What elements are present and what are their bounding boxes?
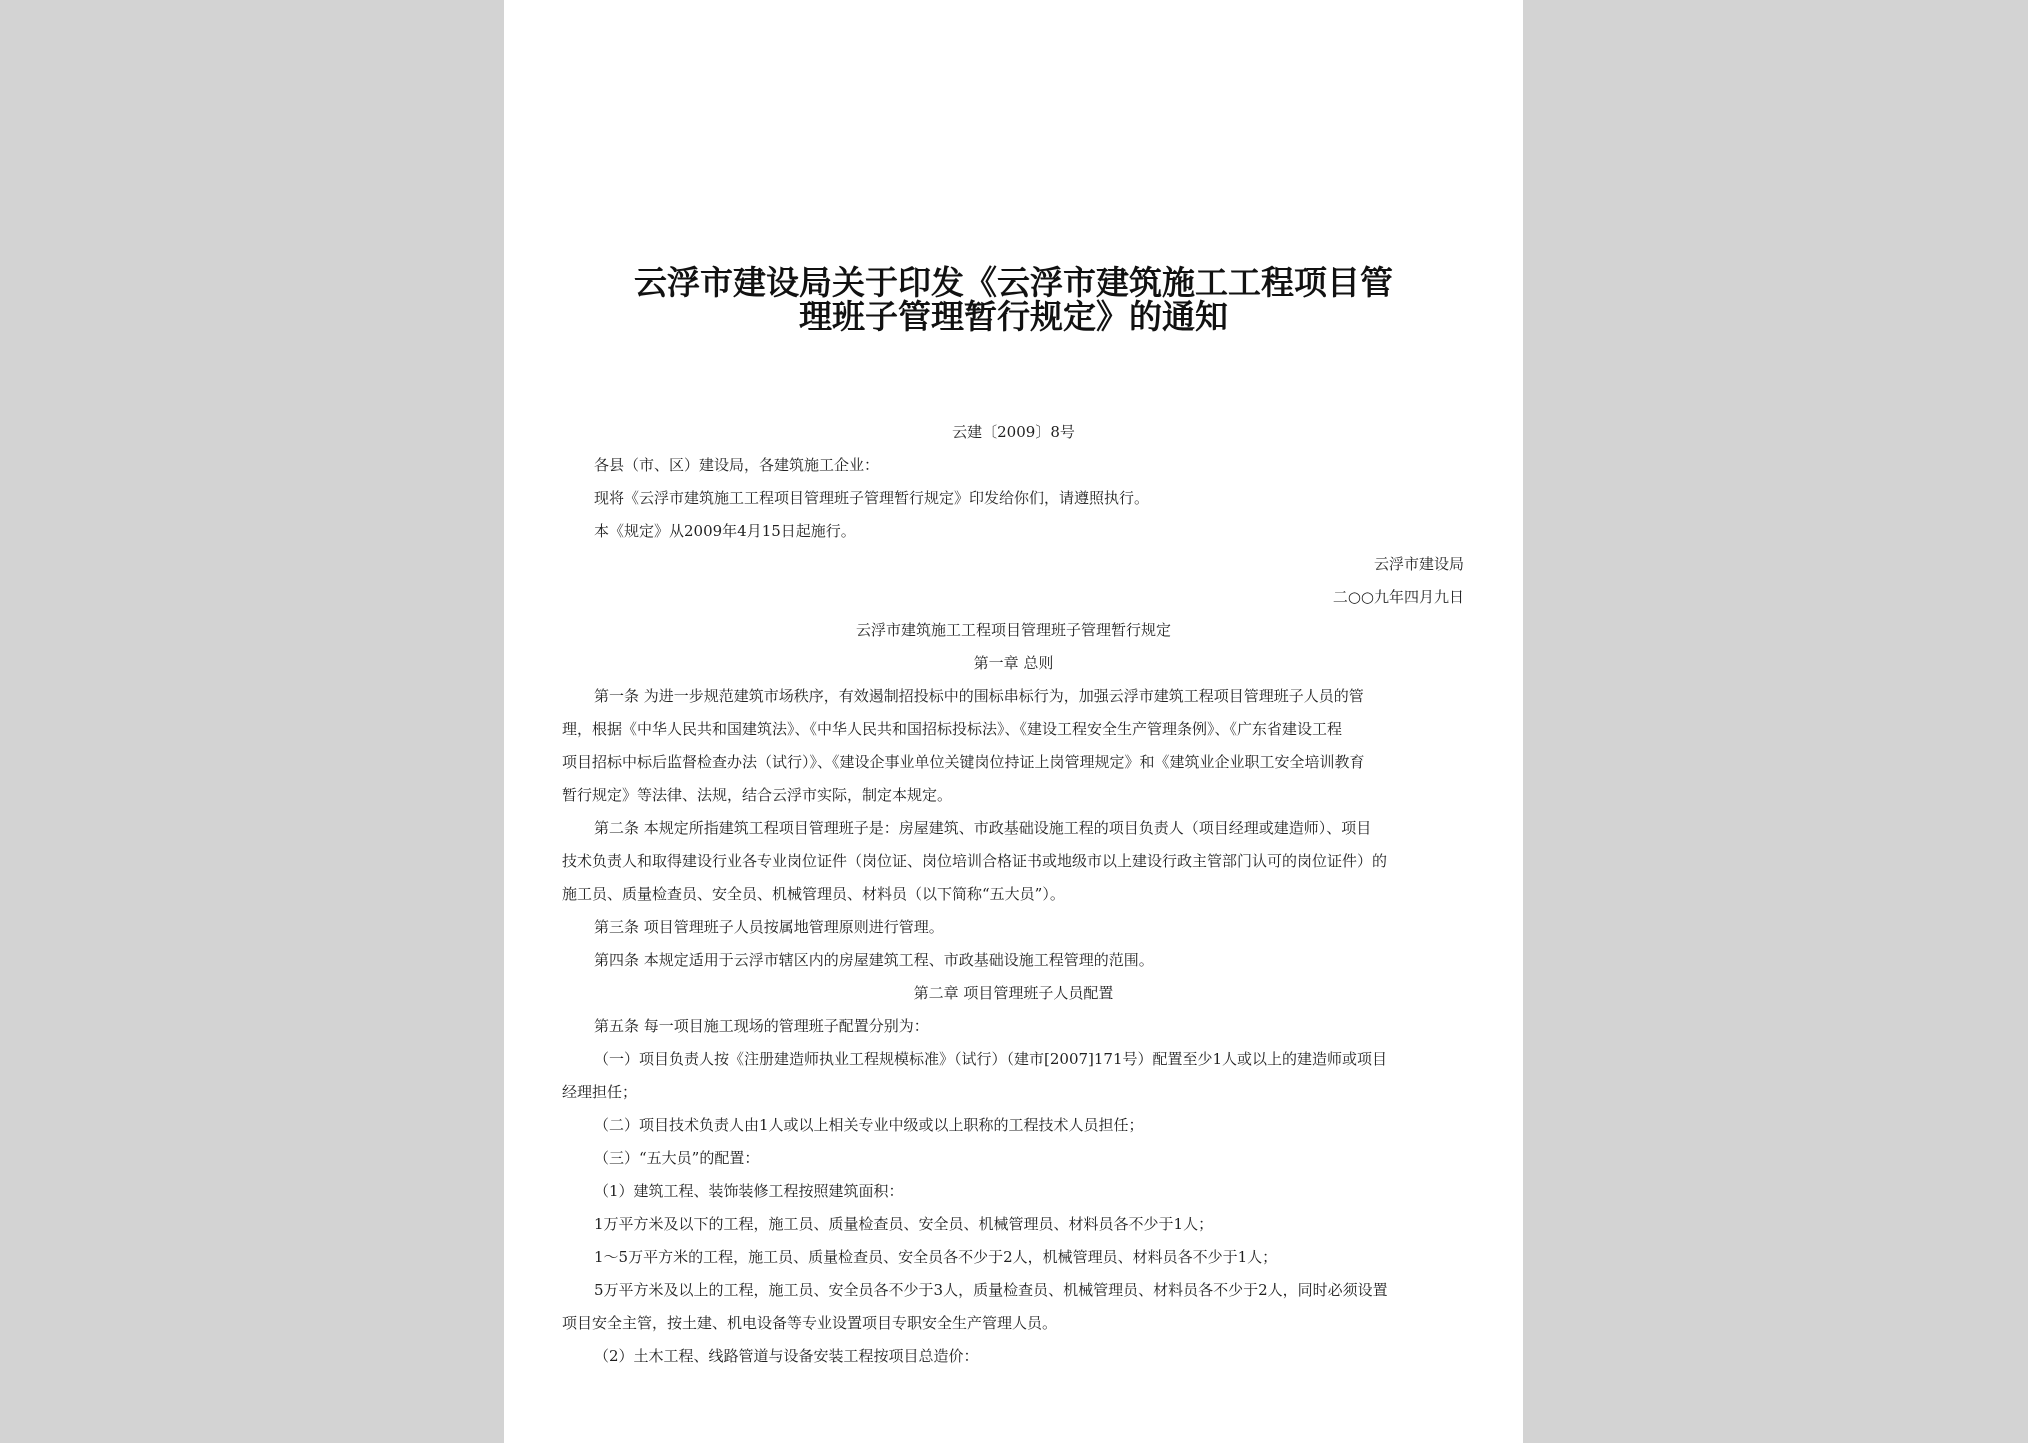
article-1-line: 暂行规定》等法律、法规，结合云浮市实际，制定本规定。 [562, 786, 953, 804]
item-3: （三）“五大员”的配置： [594, 1149, 760, 1167]
sub-item-1-b: 1～5万平方米的工程，施工员、质量检查员、安全员各不少于2人，机械管理员、材料员各不少于1人； [594, 1248, 1278, 1266]
article-1-line: 项目招标中标后监督检查办法（试行）》、《建设企事业单位关键岗位持证上岗管理规定》和《建筑业企业职工安全培训教育 [562, 753, 1365, 771]
article-4: 第四条 本规定适用于云浮市辖区内的房屋建筑工程、市政基础设施工程管理的范围。 [594, 951, 1154, 969]
issue-date: 二○○九年四月九日 [1332, 588, 1464, 606]
article-3: 第三条 项目管理班子人员按属地管理原则进行管理。 [594, 918, 944, 936]
sub-item-1-c-line: 5万平方米及以上的工程，施工员、安全员各不少于3人，质量检查员、机械管理员、材料员各不少于2人，同时必须设置 [594, 1281, 1388, 1299]
item-2: （二）项目技术负责人由1人或以上相关专业中级或以上职称的工程技术人员担任； [594, 1116, 1144, 1134]
salutation: 各县（市、区）建设局，各建筑施工企业： [594, 456, 880, 474]
article-2-line: 技术负责人和取得建设行业各专业岗位证件（岗位证、岗位培训合格证书或地级市以上建设行政主管部门认可的岗位证件）的 [562, 852, 1388, 870]
article-5: 第五条 每一项目施工现场的管理班子配置分别为： [594, 1017, 929, 1035]
article-2-line: 第二条 本规定所指建筑工程项目管理班子是：房屋建筑、市政基础设施工程的项目负责人（项目经理或建造师）、项目 [594, 819, 1372, 837]
sub-item-1: （1）建筑工程、装饰装修工程按照建筑面积： [594, 1182, 904, 1200]
sub-item-1-a: 1万平方米及以下的工程，施工员、质量检查员、安全员、机械管理员、材料员各不少于1人； [594, 1215, 1214, 1233]
document-page [504, 0, 1523, 1443]
intro-paragraph-1: 现将《云浮市建筑施工工程项目管理班子管理暂行规定》印发给你们，请遵照执行。 [594, 489, 1150, 507]
document-title-line-1: 云浮市建设局关于印发《云浮市建筑施工工程项目管 [634, 263, 1393, 302]
chapter-1-heading: 第一章 总则 [973, 654, 1054, 672]
sub-item-2: （2）土木工程、线路管道与设备安装工程按项目总造价： [594, 1347, 979, 1365]
article-1-line: 理，根据《中华人民共和国建筑法》、《中华人民共和国招标投标法》、《建设工程安全生产管理条例》、《广东省建设工程 [562, 720, 1343, 738]
sub-item-1-c-line: 项目安全主管，按土建、机电设备等专业设置项目专职安全生产管理人员。 [562, 1314, 1058, 1332]
article-2-line: 施工员、质量检查员、安全员、机械管理员、材料员（以下简称“五大员”）。 [562, 885, 1065, 903]
regulation-title: 云浮市建筑施工工程项目管理班子管理暂行规定 [855, 621, 1171, 639]
document-title-line-2: 理班子管理暂行规定》的通知 [799, 297, 1228, 336]
chapter-2-heading: 第二章 项目管理班子人员配置 [913, 984, 1114, 1002]
intro-paragraph-2: 本《规定》从2009年4月15日起施行。 [594, 522, 856, 540]
article-1-line: 第一条 为进一步规范建筑市场秩序，有效遏制招投标中的围标串标行为，加强云浮市建筑工程项目管理班子人员的管 [594, 687, 1364, 705]
item-1-line: （一）项目负责人按《注册建造师执业工程规模标准》（试行）（建市[2007]171号）配置至少1人或以上的建造师或项目 [594, 1050, 1388, 1068]
issuer-signature: 云浮市建设局 [1373, 555, 1464, 573]
item-1-line: 经理担任； [562, 1083, 638, 1101]
document-number: 云建〔2009〕8号 [952, 423, 1075, 441]
